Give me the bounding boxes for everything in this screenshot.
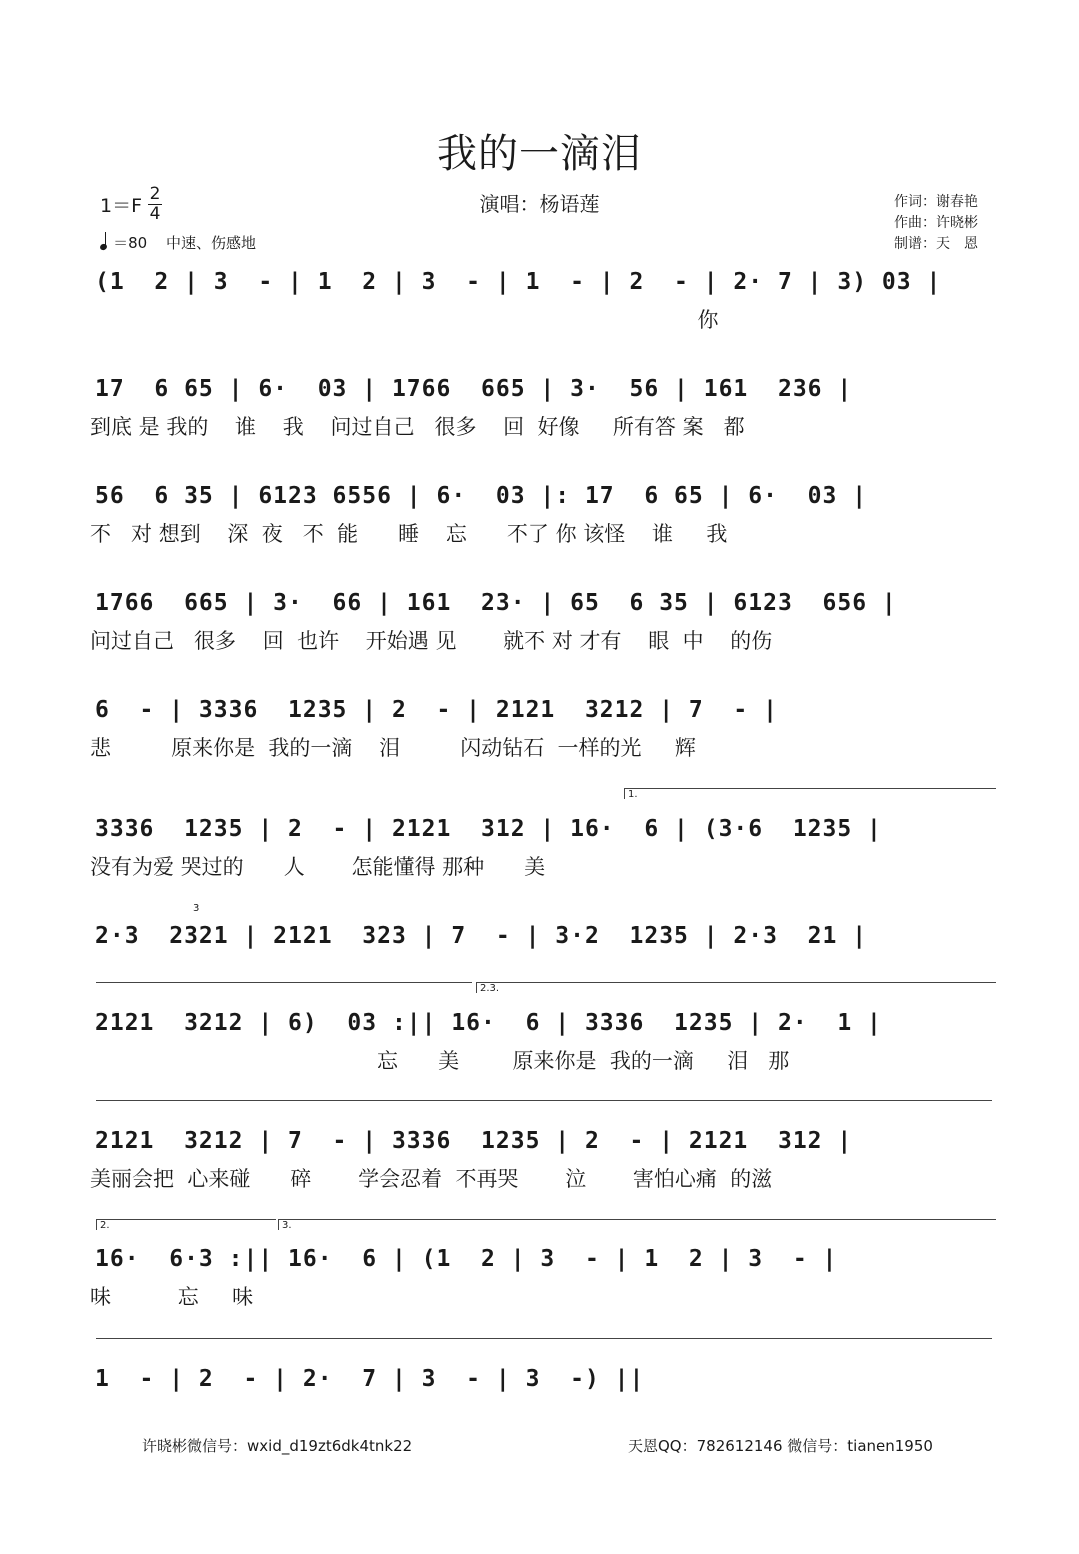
triplet-mark: 3 [193, 903, 200, 914]
tempo-value: ＝80 [113, 234, 148, 252]
lyrics: 忘 美 原来你是 我的一滴 泪 那 [90, 1049, 790, 1073]
volta-1: 1. [624, 788, 996, 799]
lyrics: 到底 是 我的 谁 我 问过自己 很多 回 好像 所有答 案 都 [90, 415, 745, 439]
lyrics: 不 对 想到 深 夜 不 能 睡 忘 不了 你 该怪 谁 我 [90, 522, 728, 546]
notation: 56 6 35 | 6123 6556 | 6· 03 |: 17 6 65 | 6· 03 | [95, 483, 868, 509]
credits [894, 192, 978, 255]
singer: 演唱：杨语莲 [479, 192, 600, 216]
tempo-marking [100, 232, 256, 253]
time-sig-top: 2 [149, 184, 161, 204]
lyrics: 问过自己 很多 回 也许 开始遇 见 就不 对 才有 眼 中 的伤 [90, 629, 773, 653]
composer: 作曲：许晓彬 [894, 215, 978, 231]
notation: (1 2 | 3 - | 1 2 | 3 - | 1 - | 2 - | 2· 7 | 3) 03 | [95, 269, 942, 295]
lyrics: 没有为爱 哭过的 人 怎能懂得 那种 美 [90, 855, 546, 879]
quarter-note-icon [99, 243, 108, 251]
notation: 16· 6·3 :|| 16· 6 | (1 2 | 3 - | 1 2 | 3 - | [95, 1246, 838, 1272]
notation: 1 - | 2 - | 2· 7 | 3 - | 3 -) || [95, 1366, 645, 1392]
lyrics: 悲 原来你是 我的一滴 泪 闪动钻石 一样的光 辉 [90, 736, 696, 760]
notation: 17 6 65 | 6· 03 | 1766 665 | 3· 56 | 161 236 | [95, 376, 853, 402]
tempo-description: 中速、伤感地 [165, 234, 256, 252]
notation: 2121 3212 | 6) 03 :|| 16· 6 | 3336 1235 | 2· 1 | [95, 1010, 882, 1036]
notation: 3336 1235 | 2 - | 2121 312 | 16· 6 | (3·6 1235 | [95, 816, 882, 842]
lyrics: 你 [90, 308, 719, 332]
volta-3: 3. [278, 1219, 996, 1230]
notation: 6 - | 3336 1235 | 2 - | 2121 3212 | 7 - | [95, 697, 778, 723]
notation: 2·3 2321 | 2121 323 | 7 - | 3·2 1235 | 2·3 21 | [95, 923, 868, 949]
lyrics [90, 1401, 990, 1433]
notation: 2121 3212 | 7 - | 3336 1235 | 2 - | 2121 312 | [95, 1128, 853, 1154]
lyrics: 味 忘 味 [90, 1285, 254, 1309]
footer-contact-right: 天恩QQ：782612146 微信号：tianen1950 [628, 1437, 933, 1455]
lyrics: 美丽会把 心来碰 碎 学会忍着 不再哭 泣 害怕心痛 的滋 [90, 1167, 773, 1191]
key-label: 1＝F [100, 195, 143, 217]
volta-2-3: 2.3. [476, 982, 996, 993]
arranger: 制谱：天 恩 [894, 236, 978, 252]
song-title: 我的一滴泪 [437, 131, 642, 177]
volta-2: 2. [96, 1219, 276, 1230]
time-sig-bottom: 4 [149, 204, 161, 224]
lyricist: 作词：谢春艳 [894, 194, 978, 210]
notation: 1766 665 | 3· 66 | 161 23· | 65 6 35 | 6123 656 | [95, 590, 897, 616]
footer-contact-left: 许晓彬微信号：wxid_d19zt6dk4tnk22 [142, 1437, 413, 1455]
